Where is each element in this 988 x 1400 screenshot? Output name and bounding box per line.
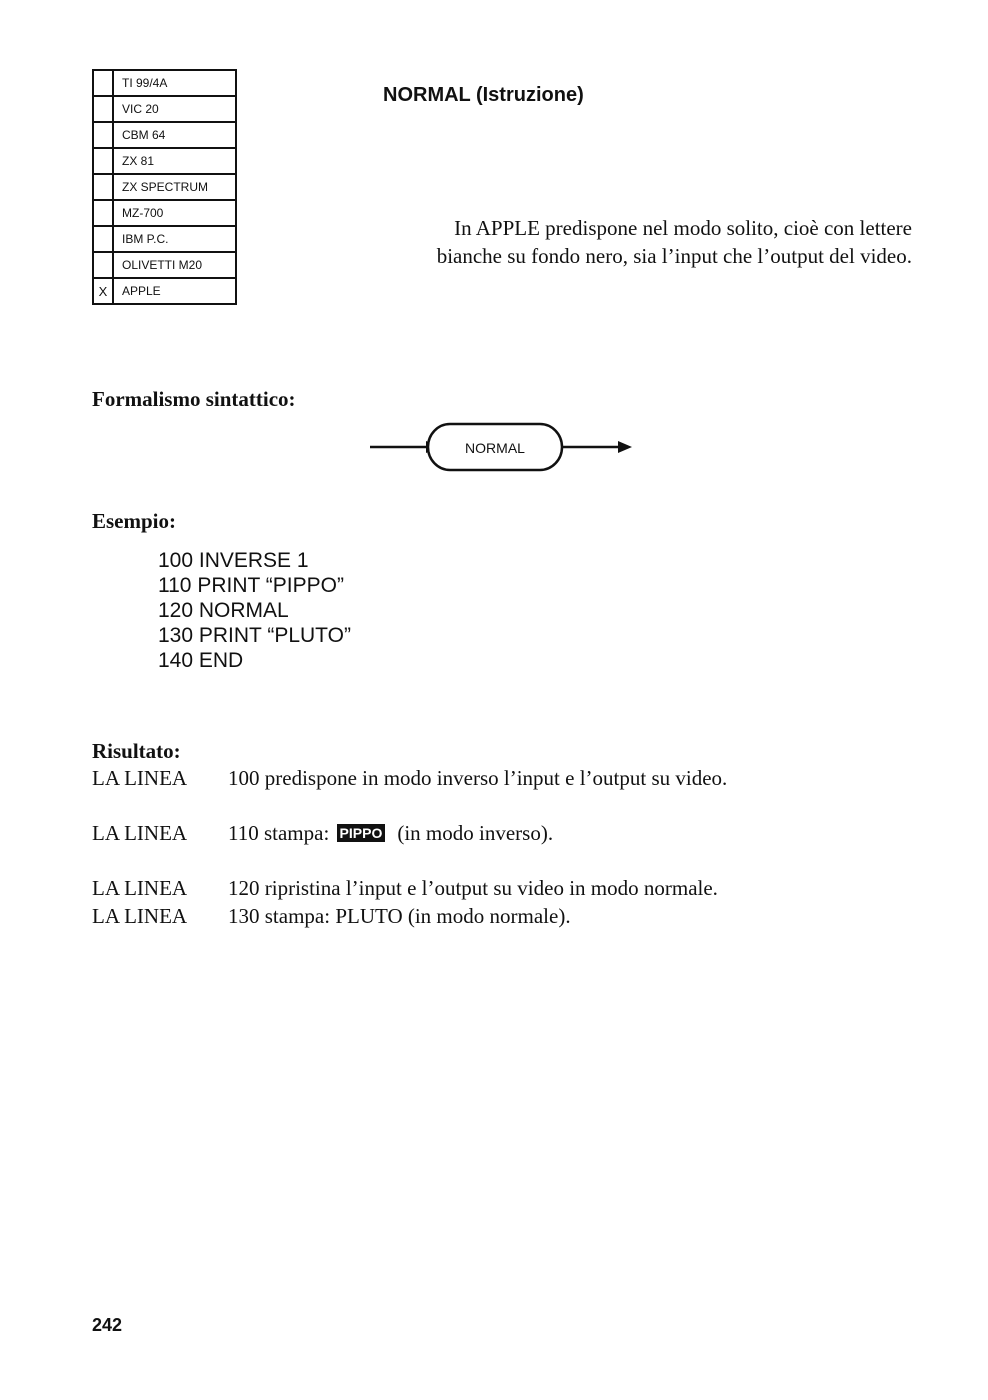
result-prefix: LA LINEA [92,876,188,900]
compat-mark: X [93,278,113,304]
section-title: NORMAL (Istruzione) [383,84,584,106]
result-heading: Risultato: [92,739,181,763]
compatibility-table [92,69,237,305]
result-text: (in modo inverso). [397,821,554,845]
compat-mark [93,148,113,174]
compat-system: APPLE [113,278,236,304]
compat-row [93,122,236,148]
compat-mark [93,200,113,226]
compat-row [93,148,236,174]
compat-row [93,252,236,278]
exit-arrow-icon [618,441,632,453]
compat-system: VIC 20 [113,96,236,122]
compat-mark [93,226,113,252]
keyword-label: NORMAL [465,440,525,456]
inverse-sample: PIPPO [337,824,386,842]
compat-system: ZX 81 [113,148,236,174]
result-line [92,766,727,791]
code-line: 120 NORMAL [158,599,289,622]
compat-system: ZX SPECTRUM [113,174,236,200]
code-line: 100 INVERSE 1 [158,549,309,572]
code-line: 130 PRINT “PLUTO” [158,624,351,647]
code-line: 140 END [158,649,244,672]
result-prefix: LA LINEA [92,821,188,845]
code-listing [158,548,351,673]
result-text: 120 ripristina l’input e l’output su video in modo normale. [228,876,718,900]
compat-mark [93,70,113,96]
page-number: 242 [92,1315,123,1335]
result-text: 130 stampa: PLUTO (in modo normale). [228,904,571,928]
compat-mark [93,252,113,278]
result-text: 100 predispone in modo inverso l’input e l’output su video. [228,766,728,790]
result-text: 110 stampa: [228,821,330,845]
compat-system: IBM P.C. [113,226,236,252]
compat-mark [93,174,113,200]
result-prefix: LA LINEA [92,766,188,790]
code-line: 110 PRINT “PIPPO” [158,574,344,597]
description-line: In APPLE predispone nel modo solito, cioè con lettere [454,216,912,240]
compat-system: MZ-700 [113,200,236,226]
compat-mark [93,96,113,122]
syntax-diagram [370,420,640,475]
result-prefix: LA LINEA [92,904,188,928]
result-line [92,821,553,846]
description-line: bianche su fondo nero, sia l’input che l’output del video. [436,244,912,268]
example-heading: Esempio: [92,509,176,533]
compat-mark [93,122,113,148]
syntax-heading: Formalismo sintattico: [92,387,296,411]
description [312,214,912,270]
compat-row [93,96,236,122]
compat-row [93,278,236,304]
result-line [92,904,571,929]
compat-row [93,174,236,200]
compat-row [93,226,236,252]
compat-row [93,200,236,226]
compat-system: OLIVETTI M20 [113,252,236,278]
compat-row [93,70,236,96]
compat-system: TI 99/4A [113,70,236,96]
result-line [92,876,718,901]
compat-system: CBM 64 [113,122,236,148]
